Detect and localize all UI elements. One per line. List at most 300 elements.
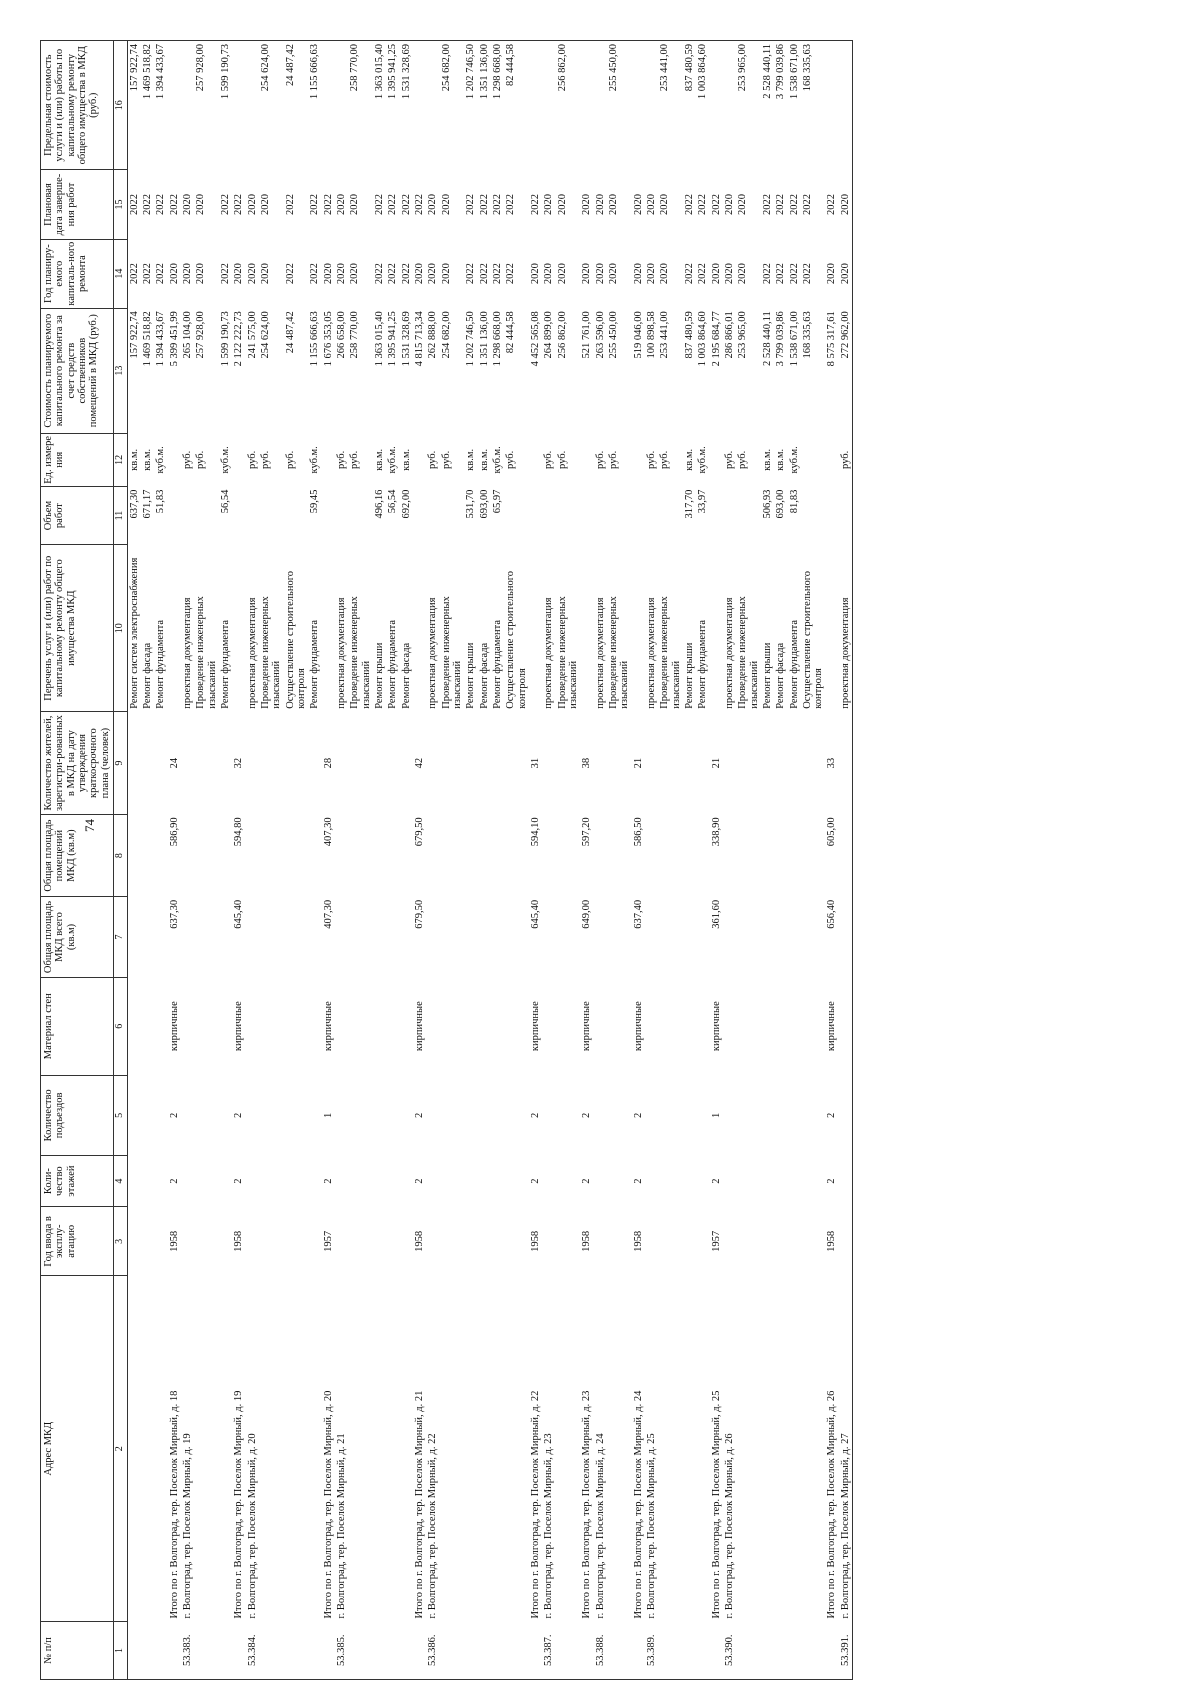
- work-type-cell: Проведение инженерных изысканий: [195, 596, 218, 709]
- unit-cell: руб.: [440, 450, 452, 469]
- residents-cell: [607, 712, 632, 815]
- max-cost-cell: [246, 41, 259, 170]
- year-built-cell: [308, 1207, 321, 1276]
- table-row: [761, 41, 774, 1680]
- unit-cell: кв.м.: [683, 448, 695, 471]
- address-cell: [761, 1276, 774, 1622]
- planned-cost-cell: 1 003 864,60: [697, 311, 709, 367]
- wall-material-cell: [491, 977, 504, 1075]
- residents-cell: [127, 712, 141, 815]
- completion-date-cell: 2022: [801, 194, 813, 216]
- column-header: Коли-чество этажей: [41, 1156, 114, 1207]
- premises-area-cell: [696, 814, 709, 897]
- planned-cost-cell: 1 395 941,25: [387, 311, 399, 367]
- column-header: Год ввода в эксплу-атацию: [41, 1207, 114, 1276]
- total-area-cell: 407,30: [322, 899, 334, 929]
- address-cell: [348, 1276, 373, 1622]
- work-type-cell: Ремонт фундамента: [309, 619, 321, 709]
- table-row: [478, 41, 491, 1680]
- work-volume-cell: 317,70: [683, 489, 695, 519]
- row-number-cell: [413, 1622, 426, 1680]
- planned-cost-cell: 5 399 451,99: [168, 311, 180, 367]
- row-number-cell: [761, 1622, 774, 1680]
- wall-material-cell: [645, 977, 658, 1075]
- residents-cell: [259, 712, 284, 815]
- max-cost-cell: 1 394 433,67: [154, 41, 167, 170]
- work-type-cell: Осуществление строительного контроля: [284, 571, 308, 709]
- table-row: [556, 41, 581, 1680]
- completion-date-cell: 2022: [322, 194, 334, 216]
- table-row: [154, 41, 167, 1680]
- column-header: Предельная стоимость услуги и (или) работы по капитальному ремонту общего имущества в МКД (руб.): [41, 41, 114, 170]
- entrances-cell: [284, 1075, 309, 1155]
- work-volume-cell: [607, 487, 632, 545]
- residents-cell: 28: [322, 757, 334, 769]
- work-volume-cell: 56,54: [387, 489, 399, 514]
- year-built-cell: [400, 1207, 413, 1276]
- work-type-cell: Ремонт фундамента: [155, 619, 167, 709]
- work-volume-cell: [710, 487, 723, 545]
- residents-cell: [154, 712, 167, 815]
- planned-cost-cell: 1 599 190,73: [220, 311, 232, 367]
- row-number-cell: [788, 1622, 801, 1680]
- entrances-cell: 2: [233, 1112, 245, 1118]
- work-type-cell: [529, 545, 542, 712]
- row-number-cell: [194, 1622, 219, 1680]
- entrances-cell: 2: [826, 1112, 838, 1118]
- wall-material-cell: [426, 977, 439, 1075]
- premises-area-cell: [284, 814, 309, 897]
- wall-material-cell: [774, 977, 787, 1075]
- work-type-cell: Ремонт крыши: [465, 642, 477, 709]
- row-number-cell: [464, 1622, 477, 1680]
- planned-cost-cell: 264 899,00: [543, 311, 555, 359]
- repair-year-cell: 2020: [349, 263, 361, 285]
- total-area-cell: [246, 897, 259, 977]
- address-cell: [464, 1276, 477, 1622]
- planned-cost-cell: 1 538 671,00: [788, 311, 800, 367]
- table-row: [632, 41, 645, 1680]
- max-cost-cell: 254 624,00: [259, 41, 284, 170]
- address-cell: [219, 1276, 232, 1622]
- planned-cost-cell: 258 770,00: [349, 311, 361, 359]
- year-built-cell: [141, 1207, 154, 1276]
- premises-area-cell: [194, 814, 219, 897]
- year-built-cell: [788, 1207, 801, 1276]
- total-area-cell: [426, 897, 439, 977]
- address-cell: г. Волгоград, тер. Поселок Мирный, д. 27: [839, 1276, 853, 1622]
- completion-date-cell: 2020: [632, 194, 644, 216]
- unit-cell: кв.м.: [465, 448, 477, 471]
- max-cost-cell: 253 965,00: [736, 41, 761, 170]
- column-number: 12: [113, 433, 127, 487]
- unit-cell: руб.: [284, 450, 296, 469]
- year-built-cell: 1957: [710, 1230, 722, 1252]
- column-number: 4: [113, 1156, 127, 1207]
- planned-cost-cell: 1 155 666,63: [309, 311, 321, 367]
- work-type-cell: Ремонт фундамента: [697, 619, 709, 709]
- year-built-cell: [426, 1207, 439, 1276]
- work-type-cell: Проведение инженерных изысканий: [440, 596, 463, 709]
- max-cost-cell: 1 395 941,25: [386, 41, 399, 170]
- column-header: № п/п: [41, 1622, 114, 1680]
- floors-cell: [348, 1156, 373, 1207]
- work-type-cell: проектная документация: [645, 597, 657, 709]
- work-type-cell: Проведение инженерных изысканий: [737, 596, 760, 709]
- unit-cell: куб.м.: [155, 446, 167, 474]
- max-cost-cell: 157 922,74: [127, 41, 141, 170]
- unit-cell: [801, 433, 826, 487]
- table-body: [127, 41, 852, 1680]
- wall-material-cell: [219, 977, 232, 1075]
- entrances-cell: [246, 1075, 259, 1155]
- row-number-cell: [478, 1622, 491, 1680]
- repair-year-cell: 2022: [478, 263, 490, 285]
- address-cell: [736, 1276, 761, 1622]
- total-area-cell: [127, 897, 141, 977]
- table-row: [308, 41, 321, 1680]
- planned-cost-cell: 1 676 353,05: [322, 311, 334, 367]
- residents-cell: 31: [529, 757, 541, 769]
- year-built-cell: [723, 1207, 736, 1276]
- floors-cell: [491, 1156, 504, 1207]
- entrances-cell: [645, 1075, 658, 1155]
- completion-date-cell: 2020: [440, 194, 452, 216]
- residents-cell: [761, 712, 774, 815]
- entrances-cell: [696, 1075, 709, 1155]
- address-cell: г. Волгоград, тер. Поселок Мирный, д. 25: [645, 1433, 657, 1619]
- premises-area-cell: 586,50: [632, 817, 644, 847]
- planned-cost-cell: 1 394 433,67: [155, 311, 167, 367]
- repair-year-cell: 2020: [737, 263, 749, 285]
- planned-cost-cell: 1 363 015,40: [374, 311, 385, 367]
- unit-cell: кв.м.: [761, 448, 773, 471]
- floors-cell: [696, 1156, 709, 1207]
- column-number: 8: [113, 814, 127, 897]
- year-built-cell: [464, 1207, 477, 1276]
- year-built-cell: [761, 1207, 774, 1276]
- table-row: [400, 41, 413, 1680]
- total-area-cell: [774, 897, 787, 977]
- completion-date-cell: 2022: [465, 194, 477, 216]
- wall-material-cell: [723, 977, 736, 1075]
- completion-date-cell: 2020: [336, 194, 348, 216]
- unit-cell: [529, 433, 542, 487]
- premises-area-cell: [723, 814, 736, 897]
- premises-area-cell: [440, 814, 465, 897]
- column-number: 2: [113, 1276, 127, 1622]
- work-type-cell: проектная документация: [543, 597, 555, 709]
- address-cell: Итого по г. Волгоград, тер. Поселок Мирный, д. 19: [233, 1390, 245, 1619]
- residents-cell: [141, 712, 154, 815]
- unit-cell: [710, 433, 723, 487]
- unit-cell: [322, 433, 335, 487]
- year-built-cell: [181, 1207, 194, 1276]
- completion-date-cell: 2022: [400, 194, 412, 216]
- planned-cost-cell: 266 658,00: [336, 311, 348, 359]
- wall-material-cell: [736, 977, 761, 1075]
- planned-cost-cell: 519 046,00: [632, 311, 644, 359]
- wall-material-cell: кирпичные: [710, 1001, 722, 1052]
- wall-material-cell: [761, 977, 774, 1075]
- unit-cell: [413, 433, 426, 487]
- premises-area-cell: [308, 814, 321, 897]
- max-cost-cell: [529, 41, 542, 170]
- work-volume-cell: 692,00: [400, 489, 412, 519]
- total-area-cell: [440, 897, 465, 977]
- work-volume-cell: [181, 487, 194, 545]
- planned-cost-cell: 254 682,00: [440, 311, 452, 359]
- completion-date-cell: 2022: [233, 194, 245, 216]
- residents-cell: [683, 712, 696, 815]
- entrances-cell: [194, 1075, 219, 1155]
- year-built-cell: [504, 1207, 529, 1276]
- row-number-cell: [232, 1622, 245, 1680]
- planned-cost-cell: 157 922,74: [128, 311, 140, 359]
- floors-cell: [736, 1156, 761, 1207]
- wall-material-cell: [308, 977, 321, 1075]
- address-cell: [658, 1276, 683, 1622]
- row-number-cell: [736, 1622, 761, 1680]
- premises-area-cell: [683, 814, 696, 897]
- table-row: [322, 41, 335, 1680]
- floors-cell: [788, 1156, 801, 1207]
- work-type-cell: проектная документация: [594, 597, 606, 709]
- page-number: 74: [82, 819, 97, 832]
- row-number-cell: [632, 1622, 645, 1680]
- entrances-cell: [788, 1075, 801, 1155]
- table-row: [464, 41, 477, 1680]
- total-area-cell: 649,00: [581, 899, 593, 929]
- address-cell: г. Волгоград, тер. Поселок Мирный, д. 23: [543, 1433, 555, 1619]
- table-row: [127, 41, 141, 1680]
- residents-cell: 38: [581, 757, 593, 769]
- row-number-cell: [154, 1622, 167, 1680]
- address-cell: [801, 1276, 826, 1622]
- residents-cell: [181, 712, 194, 815]
- entrances-cell: [542, 1075, 555, 1155]
- premises-area-cell: 594,80: [233, 817, 245, 847]
- floors-cell: [478, 1156, 491, 1207]
- residents-cell: [246, 712, 259, 815]
- year-built-cell: [386, 1207, 399, 1276]
- floors-cell: 2: [529, 1178, 541, 1184]
- repair-year-cell: 2020: [233, 263, 245, 285]
- floors-cell: [774, 1156, 787, 1207]
- row-number-cell: [696, 1622, 709, 1680]
- unit-cell: руб.: [556, 450, 568, 469]
- planned-cost-cell: 1 469 518,82: [142, 311, 154, 367]
- completion-date-cell: 2022: [309, 194, 321, 216]
- premises-area-cell: [788, 814, 801, 897]
- completion-date-cell: 2022: [826, 194, 838, 216]
- total-area-cell: [542, 897, 555, 977]
- wall-material-cell: [478, 977, 491, 1075]
- completion-date-cell: 2022: [491, 194, 503, 216]
- work-type-cell: [168, 545, 181, 712]
- completion-date-cell: 2022: [284, 194, 296, 216]
- column-number: 11: [113, 487, 127, 545]
- wall-material-cell: [386, 977, 399, 1075]
- completion-date-cell: 2022: [529, 194, 541, 216]
- residents-cell: [658, 712, 683, 815]
- year-built-cell: [683, 1207, 696, 1276]
- work-volume-cell: [529, 487, 542, 545]
- premises-area-cell: [645, 814, 658, 897]
- work-type-cell: Проведение инженерных изысканий: [260, 596, 283, 709]
- unit-cell: руб.: [195, 450, 207, 469]
- unit-cell: руб.: [246, 450, 258, 469]
- entrances-cell: [141, 1075, 154, 1155]
- completion-date-cell: 2020: [581, 194, 593, 216]
- entrances-cell: [801, 1075, 826, 1155]
- entrances-cell: [736, 1075, 761, 1155]
- repair-year-cell: 2022: [788, 263, 800, 285]
- floors-cell: [542, 1156, 555, 1207]
- completion-date-cell: 2022: [220, 194, 232, 216]
- max-cost-cell: [168, 41, 181, 170]
- completion-date-cell: 2020: [556, 194, 568, 216]
- planned-cost-cell: 256 862,00: [556, 311, 568, 359]
- table-row: [335, 41, 348, 1680]
- table-row: [194, 41, 219, 1680]
- total-area-cell: [491, 897, 504, 977]
- total-area-cell: 656,40: [826, 899, 838, 929]
- repair-year-cell: 2020: [440, 263, 452, 285]
- planned-cost-cell: 263 596,00: [594, 311, 606, 359]
- unit-cell: руб.: [839, 433, 853, 487]
- premises-area-cell: [736, 814, 761, 897]
- table-row: [607, 41, 632, 1680]
- address-cell: [141, 1276, 154, 1622]
- entrances-cell: [491, 1075, 504, 1155]
- column-header: Объем работ: [41, 487, 114, 545]
- residents-cell: [594, 712, 607, 815]
- entrances-cell: [426, 1075, 439, 1155]
- address-cell: [683, 1276, 696, 1622]
- repair-year-cell: 2022: [697, 263, 709, 285]
- completion-date-cell: 2022: [142, 194, 154, 216]
- work-type-cell: Ремонт фундамента: [491, 619, 503, 709]
- work-volume-cell: 81,83: [788, 489, 800, 514]
- total-area-cell: [761, 897, 774, 977]
- repair-year-cell: 2020: [632, 263, 644, 285]
- residents-cell: [839, 712, 853, 815]
- address-cell: [284, 1276, 309, 1622]
- work-volume-cell: 33,97: [697, 489, 709, 514]
- unit-cell: кв.м.: [775, 448, 787, 471]
- premises-area-cell: [141, 814, 154, 897]
- wall-material-cell: [154, 977, 167, 1075]
- address-cell: [607, 1276, 632, 1622]
- premises-area-cell: [219, 814, 232, 897]
- completion-date-cell: 2020: [737, 194, 749, 216]
- floors-cell: [284, 1156, 309, 1207]
- unit-cell: руб.: [505, 450, 517, 469]
- premises-area-cell: [181, 814, 194, 897]
- residents-cell: [440, 712, 465, 815]
- completion-date-cell: 2022: [168, 194, 180, 216]
- year-built-cell: [491, 1207, 504, 1276]
- column-header: Адрес МКД: [41, 1276, 114, 1622]
- work-type-cell: [322, 545, 335, 712]
- entrances-cell: [386, 1075, 399, 1155]
- row-number-cell: 53.390.: [723, 1622, 736, 1680]
- completion-date-cell: 2020: [246, 194, 258, 216]
- work-volume-cell: [504, 487, 529, 545]
- row-number-cell: [168, 1622, 181, 1680]
- unit-cell: куб.м.: [220, 446, 232, 474]
- max-cost-cell: [322, 41, 335, 170]
- work-volume-cell: [232, 487, 245, 545]
- work-type-cell: Ремонт фасада: [142, 642, 154, 709]
- total-area-cell: [259, 897, 284, 977]
- column-header: Плановая дата заверше-ния работ: [41, 170, 114, 239]
- work-volume-cell: [426, 487, 439, 545]
- entrances-cell: [181, 1075, 194, 1155]
- entrances-cell: 2: [632, 1112, 644, 1118]
- table-row: [788, 41, 801, 1680]
- column-number: 15: [113, 170, 127, 239]
- work-type-cell: Ремонт крыши: [683, 642, 695, 709]
- work-volume-cell: [542, 487, 555, 545]
- floors-cell: [259, 1156, 284, 1207]
- work-volume-cell: [632, 487, 645, 545]
- wall-material-cell: кирпичные: [632, 1001, 644, 1052]
- total-area-cell: [788, 897, 801, 977]
- unit-cell: кв.м.: [400, 448, 412, 471]
- address-cell: [400, 1276, 413, 1622]
- repair-year-cell: 2022: [775, 263, 787, 285]
- unit-cell: [232, 433, 245, 487]
- premises-area-cell: 605,00: [826, 817, 838, 847]
- total-area-cell: [607, 897, 632, 977]
- column-number-row: [113, 41, 127, 1680]
- repair-year-cell: 2022: [505, 263, 517, 285]
- completion-date-cell: 2022: [761, 194, 773, 216]
- address-cell: [154, 1276, 167, 1622]
- column-number: 5: [113, 1075, 127, 1155]
- table-row: [141, 41, 154, 1680]
- entrances-cell: [373, 1075, 386, 1155]
- premises-area-cell: [594, 814, 607, 897]
- repair-year-cell: 2020: [168, 263, 180, 285]
- total-area-cell: [723, 897, 736, 977]
- row-number-cell: [801, 1622, 826, 1680]
- address-cell: г. Волгоград, тер. Поселок Мирный, д. 20: [246, 1433, 258, 1619]
- repair-year-cell: 2022: [683, 263, 695, 285]
- repair-year-cell: 2020: [659, 263, 671, 285]
- work-type-cell: Ремонт систем электроснабжения: [128, 557, 140, 709]
- max-cost-cell: 256 862,00: [556, 41, 581, 170]
- year-built-cell: [259, 1207, 284, 1276]
- row-number-cell: [219, 1622, 232, 1680]
- wall-material-cell: [181, 977, 194, 1075]
- rotated-table-sheet: [40, 40, 1130, 1680]
- planned-cost-cell: 24 487,42: [284, 311, 296, 354]
- planned-cost-cell: 2 122 222,73: [233, 311, 245, 367]
- max-cost-cell: 2 528 440,11: [761, 41, 774, 170]
- wall-material-cell: [440, 977, 465, 1075]
- entrances-cell: [464, 1075, 477, 1155]
- address-cell: г. Волгоград, тер. Поселок Мирный, д. 19: [182, 1433, 194, 1619]
- repair-year-cell: 2022: [309, 263, 321, 285]
- completion-date-cell: 2022: [155, 194, 167, 216]
- wall-material-cell: [141, 977, 154, 1075]
- wall-material-cell: кирпичные: [529, 1001, 541, 1052]
- repair-year-cell: 2020: [182, 263, 194, 285]
- repair-year-cell: 2022: [374, 263, 385, 285]
